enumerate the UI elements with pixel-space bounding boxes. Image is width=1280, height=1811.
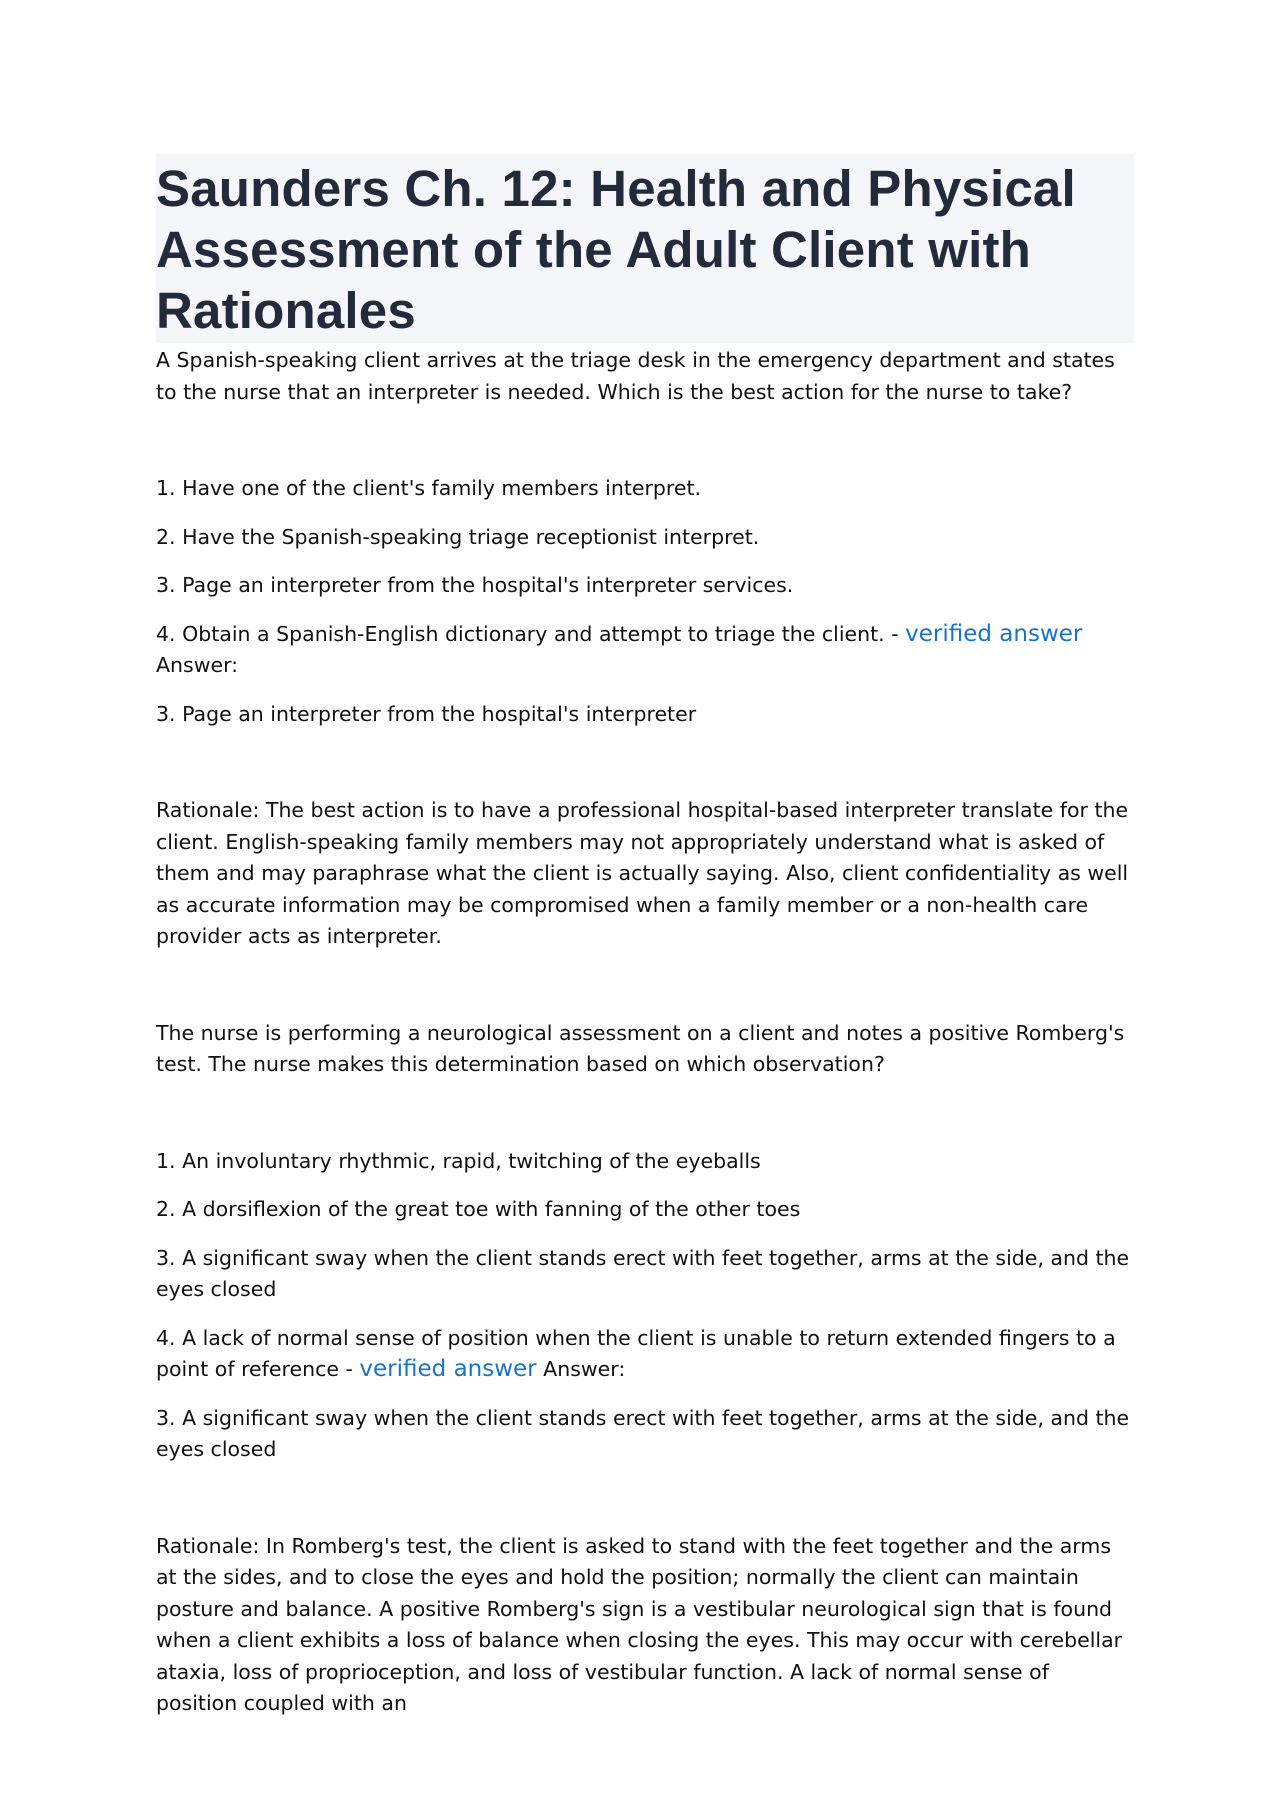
question-2-option-1: 1. An involuntary rhythmic, rapid, twitching of the eyeballs	[156, 1148, 761, 1173]
question-2-answer-label: Answer:	[543, 1357, 626, 1381]
question-1-stem: A Spanish-speaking client arrives at the triage desk in the emergency department and states to the nurse that an interpreter is needed. Which is the best action for the nurse to take?	[156, 348, 1115, 404]
question-2	[156, 1018, 1134, 1720]
document-page	[156, 154, 1134, 1720]
question-1-option-3: 3. Page an interpreter from the hospital's interpreter services.	[156, 573, 794, 597]
question-2-option-3: 3. A significant sway when the client stands erect with feet together, arms at the side, and the eyes closed	[156, 1245, 1130, 1301]
question-2-answer: 3. A significant sway when the client stands erect with feet together, arms at the side, and the eyes closed	[156, 1405, 1130, 1461]
question-1-answer-label: Answer:	[156, 653, 239, 677]
page-title: Saunders Ch. 12: Health and Physical Assessment of the Adult Client with Rationales	[156, 160, 1076, 339]
question-2-option-4-line	[156, 1323, 1134, 1386]
question-1-option-4: 4. Obtain a Spanish-English dictionary and attempt to triage the client. -	[156, 621, 899, 646]
question-1-option-2: 2. Have the Spanish-speaking triage receptionist interpret.	[156, 524, 760, 549]
question-1-rationale: Rationale: The best action is to have a professional hospital-based interpreter translate for the client. English-speaking family members may not appropriately understand what is asked of them and may paraphrase what the client is actually saying. Also, client confidentiality as well as accurate information may be compromised when a family member or a non-health care provider acts as interpreter.	[156, 798, 1129, 948]
question-1-answer: 3. Page an interpreter from the hospital's interpreter	[156, 701, 697, 726]
question-2-verified-answer-link[interactable]: verified answer	[359, 1356, 537, 1382]
question-1-verified-answer-link[interactable]: verified answer	[905, 620, 1083, 647]
question-1-option-4-line	[156, 619, 1134, 682]
question-2-option-4: 4. A lack of normal sense of position when the client is unable to return extended fingers to a point of reference -	[156, 1325, 1116, 1381]
question-2-option-2: 2. A dorsiflexion of the great toe with fanning of the other toes	[156, 1197, 801, 1221]
question-2-rationale: Rationale: In Romberg's test, the client is asked to stand with the feet together and the arms at the sides, and to close the eyes and hold the position; normally the client can maintain posture and balance. A positive Romberg's sign is a vestibular neurological sign that is found when a client exhibits a loss of balance when closing the eyes. This may occur with cerebellar ataxia, loss of proprioception, and loss of vestibular function. A lack of normal sense of position coupled with an	[156, 1533, 1123, 1715]
question-1-option-1: 1. Have one of the client's family members interpret.	[156, 476, 702, 500]
question-2-stem: The nurse is performing a neurological assessment on a client and notes a positive Romberg's test. The nurse makes this determination based on which observation?	[156, 1020, 1125, 1076]
title-block	[156, 154, 1134, 343]
question-1	[156, 345, 1134, 953]
